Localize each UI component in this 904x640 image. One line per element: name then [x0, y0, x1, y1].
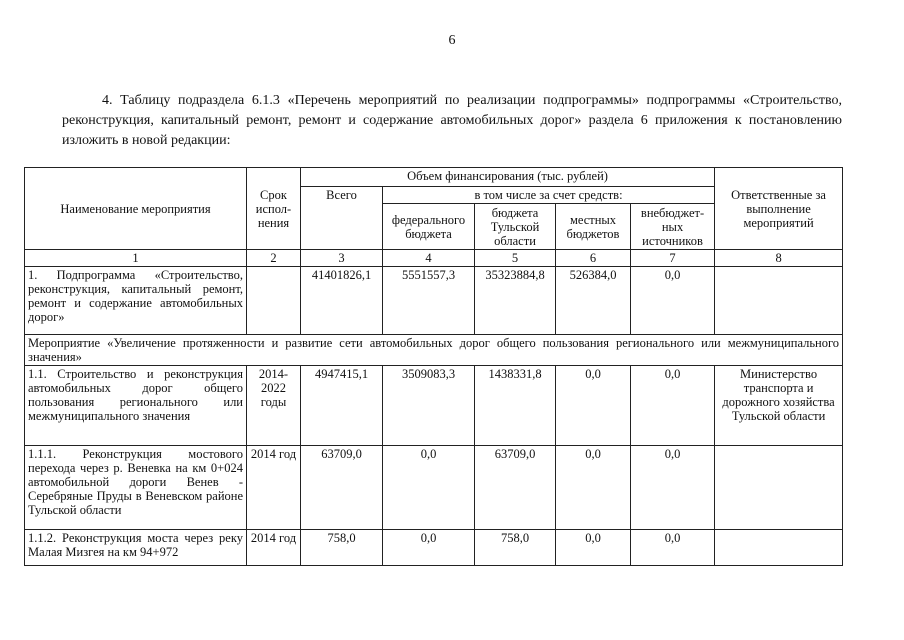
- funding-table: [24, 167, 843, 566]
- page-number: 6: [448, 33, 456, 48]
- row-federal: 0,0: [383, 446, 475, 530]
- row-name: 1.1. Строительство и реконструкция автомобильных дорог общего пользования регионального или межмуниципального значения: [25, 366, 247, 446]
- header-row-1: [25, 168, 843, 187]
- header-term: Срок испол-нения: [247, 168, 301, 250]
- row-term: 2014 год: [247, 446, 301, 530]
- header-regional: бюджета Тульской области: [475, 204, 556, 250]
- col-number: 7: [631, 250, 715, 267]
- row-term: [247, 267, 301, 335]
- row-offbudget: 0,0: [631, 530, 715, 566]
- row-responsible: [715, 530, 843, 566]
- row-local: 0,0: [556, 366, 631, 446]
- header-responsible: Ответственные за выполнение мероприятий: [715, 168, 843, 250]
- col-number: 6: [556, 250, 631, 267]
- table-row: [25, 267, 843, 335]
- row-federal: 0,0: [383, 530, 475, 566]
- row-name: 1.1.1. Реконструкция мостового перехода через р. Веневка на км 0+024 автомобильной дороги Венев - Серебряные Пруды в Веневском районе Тульской области: [25, 446, 247, 530]
- row-local: 526384,0: [556, 267, 631, 335]
- row-responsible: Министерство транспорта и дорожного хозяйства Тульской области: [715, 366, 843, 446]
- header-name: Наименование мероприятия: [25, 168, 247, 250]
- col-number: 2: [247, 250, 301, 267]
- row-regional: 758,0: [475, 530, 556, 566]
- header-funding: Объем финансирования (тыс. рублей): [301, 168, 715, 187]
- row-term: 2014-2022 годы: [247, 366, 301, 446]
- header-federal: федерального бюджета: [383, 204, 475, 250]
- row-name: 1. Подпрограмма «Строительство, реконструкция, капитальный ремонт, ремонт и содержание автомобильных дорог»: [25, 267, 247, 335]
- row-total: 41401826,1: [301, 267, 383, 335]
- table-row: [25, 530, 843, 566]
- table-row: [25, 446, 843, 530]
- row-name: 1.1.2. Реконструкция моста через реку Малая Мизгея на км 94+972: [25, 530, 247, 566]
- header-total: Всего: [301, 187, 383, 250]
- intro-paragraph: 4. Таблицу подраздела 6.1.3 «Перечень мероприятий по реализации подпрограммы» подпрограммы «Строительство, реконструкция, капитальный ремонт, ремонт и содержание автомобильных дорог» раздела 6 приложения к постановлению изложить в новой редакции:: [62, 93, 842, 148]
- header-local: местных бюджетов: [556, 204, 631, 250]
- row-local: 0,0: [556, 530, 631, 566]
- col-number: 5: [475, 250, 556, 267]
- header-offbudget: внебюджет-ных источников: [631, 204, 715, 250]
- row-offbudget: 0,0: [631, 267, 715, 335]
- row-regional: 1438331,8: [475, 366, 556, 446]
- header-including: в том числе за счет средств:: [383, 187, 715, 204]
- section-title: Мероприятие «Увеличение протяженности и развитие сети автомобильных дорог общего пользования регионального или межмуниципального значения»: [25, 335, 843, 366]
- col-number: 1: [25, 250, 247, 267]
- col-number: 4: [383, 250, 475, 267]
- row-offbudget: 0,0: [631, 366, 715, 446]
- row-regional: 35323884,8: [475, 267, 556, 335]
- row-total: 63709,0: [301, 446, 383, 530]
- col-number: 3: [301, 250, 383, 267]
- col-number: 8: [715, 250, 843, 267]
- column-numbers-row: [25, 250, 843, 267]
- table-row: [25, 366, 843, 446]
- row-responsible: [715, 446, 843, 530]
- row-total: 4947415,1: [301, 366, 383, 446]
- row-term: 2014 год: [247, 530, 301, 566]
- row-responsible: [715, 267, 843, 335]
- row-federal: 5551557,3: [383, 267, 475, 335]
- row-local: 0,0: [556, 446, 631, 530]
- row-total: 758,0: [301, 530, 383, 566]
- row-federal: 3509083,3: [383, 366, 475, 446]
- row-regional: 63709,0: [475, 446, 556, 530]
- row-offbudget: 0,0: [631, 446, 715, 530]
- section-row: [25, 335, 843, 366]
